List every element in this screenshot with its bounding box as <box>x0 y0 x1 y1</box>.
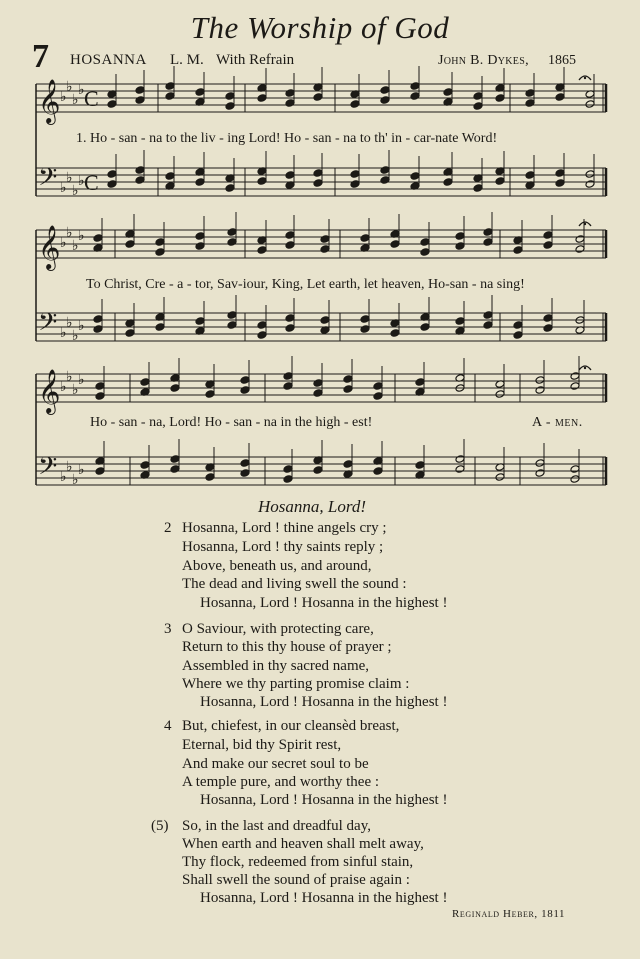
flat-icon: ♭ <box>60 235 67 251</box>
common-time-icon: C <box>84 170 99 195</box>
notehead <box>380 176 390 185</box>
notehead <box>285 241 295 250</box>
notehead <box>257 321 267 330</box>
notehead <box>257 331 267 340</box>
notehead <box>93 234 103 243</box>
notehead <box>140 378 150 387</box>
notehead <box>240 386 250 395</box>
notehead <box>313 93 323 102</box>
notehead <box>455 317 465 326</box>
notehead <box>135 96 145 105</box>
notehead <box>513 246 523 255</box>
notehead <box>415 461 425 470</box>
verse-line: But, chiefest, in our cleansèd breast, <box>182 718 400 734</box>
notehead <box>350 170 360 179</box>
verse-line: Shall swell the sound of praise again : <box>182 872 410 888</box>
notehead <box>535 459 545 468</box>
notehead <box>495 473 505 482</box>
tune-name: HOSANNA <box>70 52 147 68</box>
notehead <box>285 89 295 98</box>
notehead <box>585 170 595 179</box>
notehead <box>380 86 390 95</box>
notehead <box>225 184 235 193</box>
verse-line: O Saviour, with protecting care, <box>182 621 374 637</box>
verse-line: Hosanna, Lord ! Hosanna in the highest ! <box>200 792 448 808</box>
notehead <box>155 248 165 257</box>
verse-line: A temple pure, and worthy thee : <box>182 774 380 790</box>
verse-line: Eternal, bid thy Spirit rest, <box>182 737 342 753</box>
verse-line: Above, beneath us, and around, <box>182 558 372 574</box>
notehead <box>93 315 103 324</box>
flat-icon: ♭ <box>72 183 79 199</box>
notehead <box>380 96 390 105</box>
flat-icon: ♭ <box>78 82 85 98</box>
notehead <box>543 324 553 333</box>
notehead <box>195 232 205 241</box>
notehead <box>420 238 430 247</box>
notehead <box>320 245 330 254</box>
flat-icon: ♭ <box>66 315 73 331</box>
notehead <box>285 99 295 108</box>
notehead <box>473 102 483 111</box>
flat-icon: ♭ <box>78 173 85 189</box>
stanza-number: 3 <box>164 621 172 637</box>
lyric-line-1: 1. Ho - san - na to the liv - ing Lord! Ho - san - na to th' in - car-nate Word! <box>76 131 498 146</box>
notehead <box>373 467 383 476</box>
fermata-dot <box>584 367 586 369</box>
notehead <box>585 100 595 109</box>
flat-icon: ♭ <box>66 225 73 241</box>
common-time-icon: C <box>84 86 99 111</box>
verse-line: So, in the last and dreadful day, <box>182 818 371 834</box>
notehead <box>225 102 235 111</box>
notehead <box>350 180 360 189</box>
notehead <box>240 376 250 385</box>
notehead <box>320 235 330 244</box>
notehead <box>483 311 493 320</box>
bass-clef-icon: 𝄢 <box>38 452 58 487</box>
flat-icon: ♭ <box>78 318 85 334</box>
refrain-note: With Refrain <box>216 52 295 68</box>
notehead <box>227 238 237 247</box>
verse-line: Return to this thy house of prayer ; <box>182 639 392 655</box>
section-title: The Worship of God <box>190 10 450 45</box>
notehead <box>227 311 237 320</box>
flat-icon: ♭ <box>66 170 73 186</box>
notehead <box>415 378 425 387</box>
verse-line: The dead and living swell the sound : <box>182 576 407 592</box>
composer: John B. Dykes, <box>438 53 529 68</box>
verse-line: Hosanna, Lord ! Hosanna in the highest ! <box>200 595 448 611</box>
stanza-number: 4 <box>164 718 172 734</box>
verse-line: Hosanna, Lord ! Hosanna in the highest ! <box>200 890 448 906</box>
verse-line: Where we thy parting promise claim : <box>182 676 410 692</box>
notehead <box>483 321 493 330</box>
stanza-number: (5) <box>151 818 169 834</box>
notehead <box>525 99 535 108</box>
notehead <box>313 379 323 388</box>
notehead <box>473 184 483 193</box>
notehead <box>283 372 293 381</box>
notehead <box>240 459 250 468</box>
notehead <box>585 180 595 189</box>
notehead <box>313 169 323 178</box>
notehead <box>495 390 505 399</box>
notehead <box>257 246 267 255</box>
notehead <box>555 93 565 102</box>
hymn-number: 7 <box>32 38 49 75</box>
notehead <box>165 82 175 91</box>
refrain-heading: Hosanna, Lord! <box>258 497 366 516</box>
composer-year: 1865 <box>548 53 576 68</box>
notehead <box>535 376 545 385</box>
notehead <box>313 466 323 475</box>
notehead <box>483 228 493 237</box>
notehead <box>165 172 175 181</box>
notehead <box>283 465 293 474</box>
notehead <box>443 178 453 187</box>
notehead <box>107 170 117 179</box>
flat-icon: ♭ <box>60 379 67 395</box>
flat-icon: ♭ <box>60 89 67 105</box>
notehead <box>380 166 390 175</box>
notehead <box>360 325 370 334</box>
verse-line: And make our secret soul to be <box>182 756 369 772</box>
flat-icon: ♭ <box>60 180 67 196</box>
verse-line: Hosanna, Lord ! thine angels cry ; <box>182 520 387 536</box>
notehead <box>555 179 565 188</box>
lyric-line-3: Ho - san - na, Lord! Ho - san - na in the high - est! <box>90 415 373 430</box>
notehead <box>195 317 205 326</box>
amen-label: A - men. <box>532 415 583 430</box>
flat-icon: ♭ <box>72 472 79 488</box>
notehead <box>420 323 430 332</box>
flat-icon: ♭ <box>78 228 85 244</box>
notehead <box>155 238 165 247</box>
notehead <box>205 390 215 399</box>
notehead <box>205 473 215 482</box>
notehead <box>455 465 465 474</box>
verse-line: Hosanna, Lord ! thy saints reply ; <box>182 539 384 555</box>
treble-clef-icon: 𝄞 <box>38 369 61 413</box>
flat-icon: ♭ <box>72 238 79 254</box>
notehead <box>165 92 175 101</box>
notehead <box>285 231 295 240</box>
notehead <box>125 240 135 249</box>
flat-icon: ♭ <box>60 469 67 485</box>
verse-line: Hosanna, Lord ! Hosanna in the highest ! <box>200 694 448 710</box>
notehead <box>495 177 505 186</box>
verse-line: Thy flock, redeemed from sinful stain, <box>182 854 414 870</box>
flat-icon: ♭ <box>78 462 85 478</box>
notehead <box>455 455 465 464</box>
notehead <box>285 314 295 323</box>
notehead <box>195 178 205 187</box>
notehead <box>360 315 370 324</box>
notehead <box>93 325 103 334</box>
fermata-dot <box>584 77 586 79</box>
notehead <box>570 382 580 391</box>
notehead <box>443 88 453 97</box>
notehead <box>170 455 180 464</box>
notehead <box>575 235 585 244</box>
stanza-number: 2 <box>164 520 172 536</box>
treble-clef-icon: 𝄞 <box>38 79 61 123</box>
notehead <box>170 384 180 393</box>
notehead <box>135 176 145 185</box>
notehead <box>410 82 420 91</box>
flat-icon: ♭ <box>60 325 67 341</box>
notehead <box>257 94 267 103</box>
notehead <box>373 382 383 391</box>
notehead <box>543 231 553 240</box>
verse-line: When earth and heaven shall melt away, <box>182 836 424 852</box>
notehead <box>410 92 420 101</box>
notehead <box>570 475 580 484</box>
notehead <box>543 241 553 250</box>
bass-clef-icon: 𝄢 <box>38 308 58 343</box>
notehead <box>483 238 493 247</box>
notehead <box>525 89 535 98</box>
notehead <box>283 475 293 484</box>
notehead <box>95 467 105 476</box>
notehead <box>570 465 580 474</box>
flat-icon: ♭ <box>72 382 79 398</box>
notehead <box>170 465 180 474</box>
notehead <box>343 460 353 469</box>
notehead <box>135 166 145 175</box>
notehead <box>135 86 145 95</box>
notehead <box>257 177 267 186</box>
notehead <box>360 234 370 243</box>
notehead <box>570 372 580 381</box>
notehead <box>350 100 360 109</box>
notehead <box>543 314 553 323</box>
notehead <box>95 392 105 401</box>
flat-icon: ♭ <box>72 92 79 108</box>
notehead <box>283 382 293 391</box>
notehead <box>125 329 135 338</box>
flat-icon: ♭ <box>78 372 85 388</box>
treble-clef-icon: 𝄞 <box>38 225 61 269</box>
notehead <box>455 242 465 251</box>
notehead <box>390 240 400 249</box>
notehead <box>195 242 205 251</box>
notehead <box>575 245 585 254</box>
notehead <box>513 321 523 330</box>
notehead <box>107 180 117 189</box>
notehead <box>227 228 237 237</box>
notehead <box>420 248 430 257</box>
notehead <box>343 375 353 384</box>
notehead <box>320 316 330 325</box>
author-credit: Reginald Heber, 1811 <box>452 908 566 920</box>
bass-clef-icon: 𝄢 <box>38 163 58 198</box>
notehead <box>155 323 165 332</box>
notehead <box>535 386 545 395</box>
notehead <box>525 171 535 180</box>
notehead <box>240 469 250 478</box>
flat-icon: ♭ <box>72 328 79 344</box>
notehead <box>455 232 465 241</box>
notehead <box>343 385 353 394</box>
notehead <box>495 94 505 103</box>
notehead <box>313 389 323 398</box>
notehead <box>410 172 420 181</box>
flat-icon: ♭ <box>66 369 73 385</box>
notehead <box>195 88 205 97</box>
meter: L. M. <box>170 52 204 68</box>
notehead <box>513 331 523 340</box>
lyric-line-2: To Christ, Cre - a - tor, Sav-iour, King, Let earth, let heaven, Ho-san - na sing! <box>86 277 525 292</box>
notehead <box>285 324 295 333</box>
notehead <box>107 100 117 109</box>
flat-icon: ♭ <box>66 79 73 95</box>
notehead <box>313 179 323 188</box>
notehead <box>390 329 400 338</box>
flat-icon: ♭ <box>66 459 73 475</box>
notehead <box>227 321 237 330</box>
fermata-dot <box>584 223 586 225</box>
notehead <box>555 169 565 178</box>
notehead <box>373 392 383 401</box>
notehead <box>473 92 483 101</box>
notehead <box>140 461 150 470</box>
notehead <box>95 382 105 391</box>
verse-line: Assembled in thy sacred name, <box>182 658 370 674</box>
notehead <box>535 469 545 478</box>
notehead <box>225 92 235 101</box>
notehead <box>285 171 295 180</box>
